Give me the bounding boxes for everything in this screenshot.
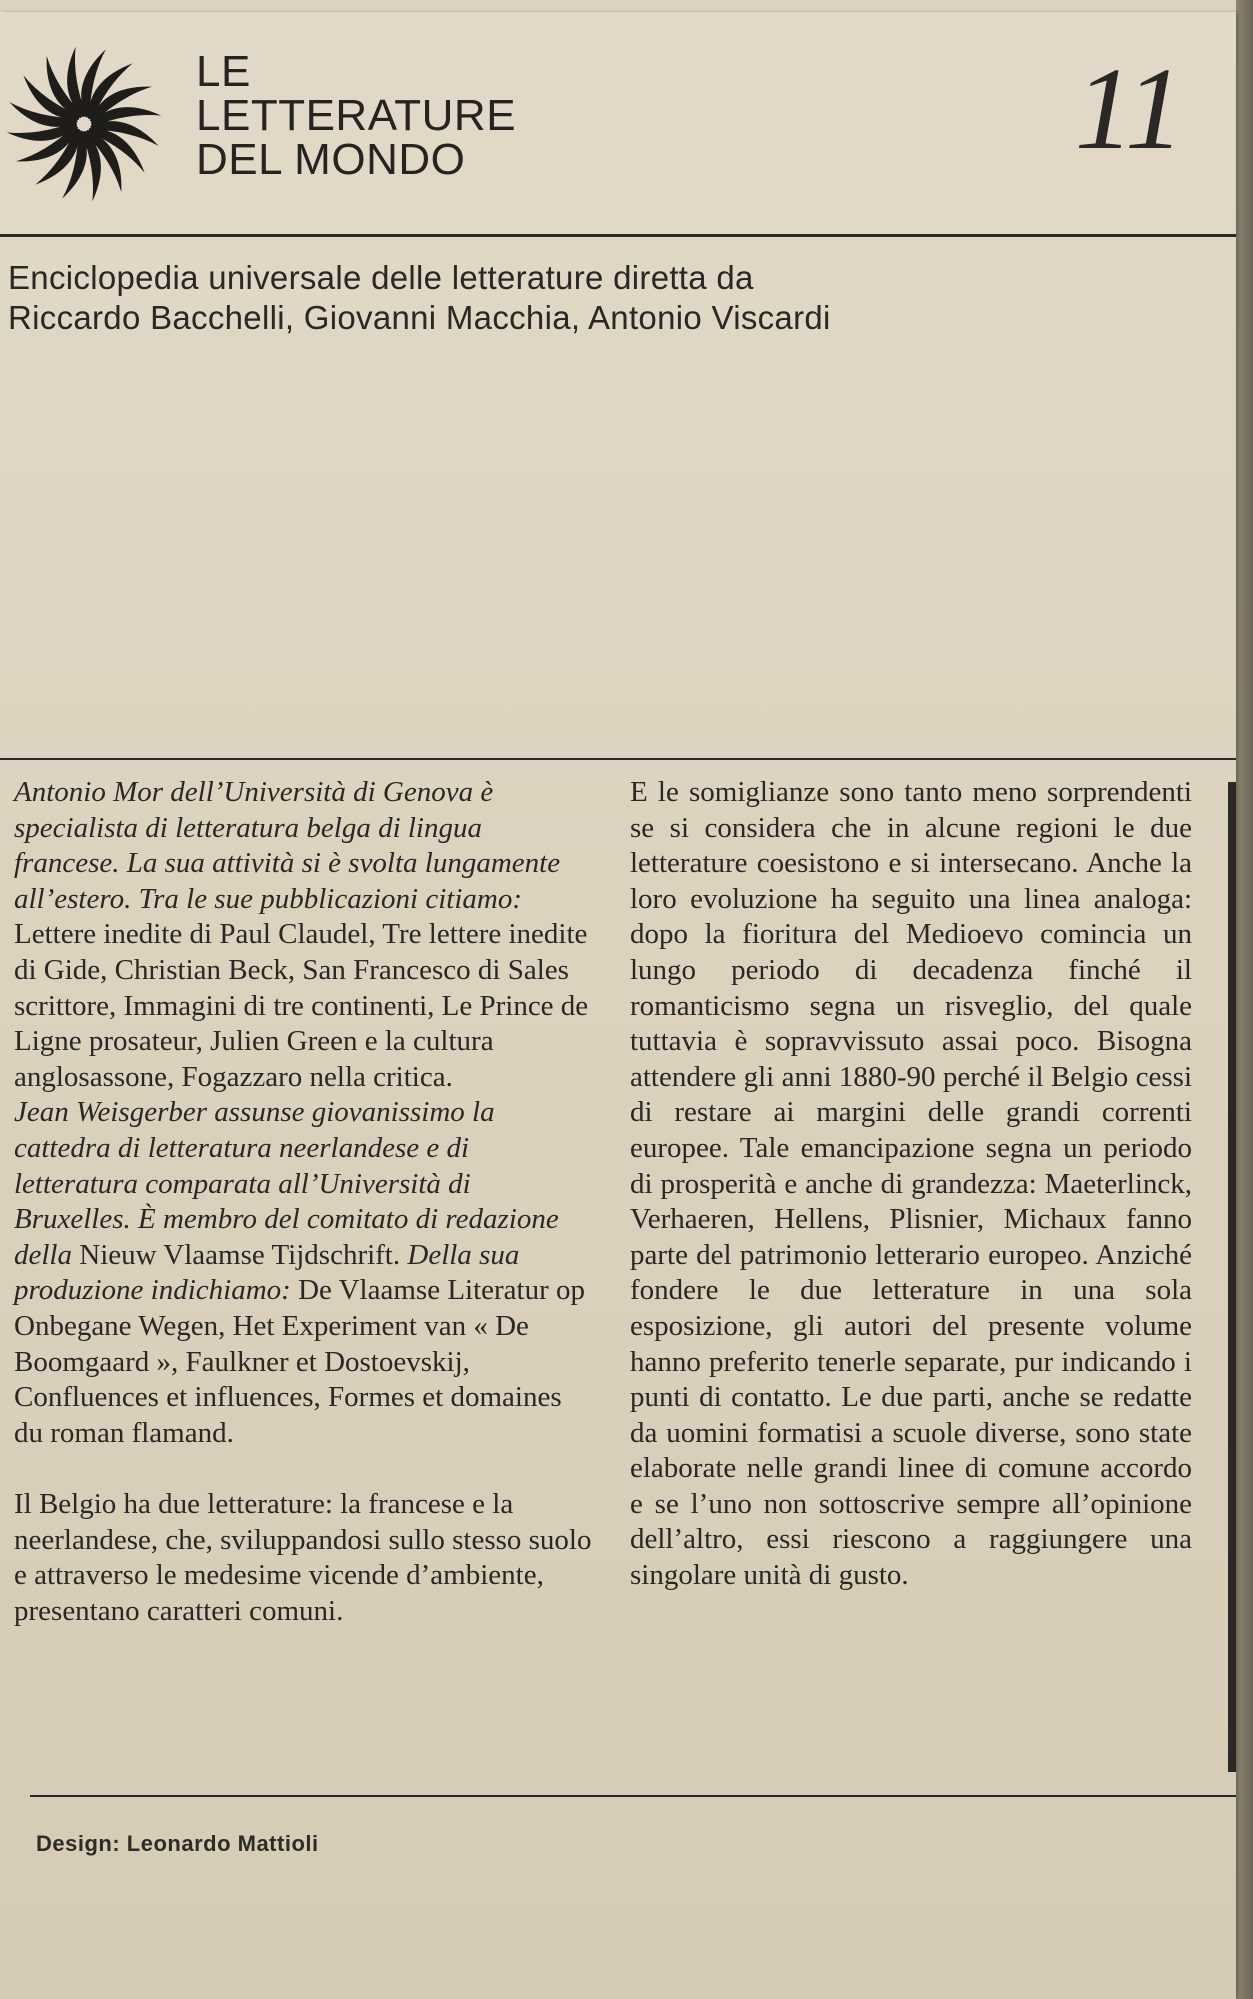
- encyclopedia-subtitle: [8, 258, 831, 338]
- author-weisgerber-production: Della sua produzione indichiamo:: [14, 1238, 520, 1307]
- text-divider: [0, 758, 1236, 760]
- author-mor-paragraph: [14, 775, 594, 1095]
- side-accent-bar: [1228, 782, 1236, 1772]
- author-mor-works: Lettere inedite di Paul Claudel, Tre lettere inedite di Gide, Christian Beck, San Francesco di Sales scrittore, Immagini di tre continenti, Le Prince de Ligne prosateur, Julien Green e la cultura anglosassone, Fogazzaro nella critica.: [14, 918, 589, 1093]
- cover-sheet: [0, 12, 1236, 1999]
- author-weisgerber-paragraph: [14, 1095, 594, 1451]
- subtitle-line-1: Enciclopedia universale delle letterature diretta da: [8, 259, 754, 296]
- blurb-body-paragraph: E le somiglianze sono tanto meno sorprendenti se si considera che in alcune regioni le due letterature coesistono e si intersecano. Anche la loro evoluzione ha seguito una linea analoga: dopo la fioritura del Medioevo comincia un lungo periodo di decadenza finché il romanticismo segna un risveglio, del quale tuttavia è sopravvissuto assai poco. Bisogna attendere gli anni 1880-90 perché il Belgio cessi di restare ai margini delle grandi correnti europee. Tale emancipazione segna un periodo di prosperità e anche di grandezza: Maeterlinck, Verhaeren, Hellens, Plisnier, Michaux fanno parte del patrimonio letterario europeo. Anziché fondere le due letterature in una sola esposizione, gli autori del presente volume hanno preferito tenerle separate, pur indicando i punti di contatto. Le due parti, anche se redatte da uomini formatisi a scuole diverse, sono state elaborate nelle grandi linee di comune accordo e se l’uno non sottoscrive sempre all’opinione dell’altro, essi riescono a raggiungere una singolare unità di gusto.: [630, 776, 1192, 1592]
- series-title-line-3: DEL MONDO: [196, 135, 466, 184]
- spiral-swirl-logo-icon: [0, 40, 168, 208]
- blurb-column: [630, 775, 1192, 1594]
- volume-number: 11: [1074, 43, 1184, 174]
- design-credit: Design: Leonardo Mattioli: [36, 1831, 319, 1856]
- subtitle-line-2: Riccardo Bacchelli, Giovanni Macchia, Antonio Viscardi: [8, 299, 831, 336]
- header-divider: [0, 234, 1236, 237]
- book-spine-edge: [1236, 0, 1253, 1999]
- series-title-line-1: LE: [196, 47, 251, 96]
- author-weisgerber-journal: Nieuw Vlaamse Tijdschrift.: [72, 1238, 401, 1271]
- footer-divider: [30, 1795, 1236, 1797]
- author-mor-bio: Antonio Mor dell’Università di Genova è specialista di letteratura belga di lingua francese. La sua attività si è svolta lungamente all’estero. Tra le sue pubblicazioni citiamo:: [14, 776, 561, 915]
- series-title-line-2: LETTERATURE: [196, 91, 517, 140]
- author-weisgerber-bio: Jean Weisgerber assunse giovanissimo la cattedra di letteratura neerlandese e di letteratura comparata all’Università di Bruxelles. È membro del comitato di redazione della: [14, 1096, 559, 1271]
- author-weisgerber-works: De Vlaamse Literatur op Onbegane Wegen, Het Experiment van « De Boomgaard », Faulkner et Dostoevskij, Confluences et influences, Formes et domaines du roman flamand.: [14, 1274, 586, 1449]
- blurb-intro-paragraph: Il Belgio ha due letterature: la francese e la neerlandese, che, sviluppandosi sullo stesso suolo e attraverso le medesime vicende d’ambiente, presentano caratteri comuni.: [14, 1488, 592, 1628]
- authors-column: [14, 775, 594, 1630]
- series-title: [196, 47, 596, 184]
